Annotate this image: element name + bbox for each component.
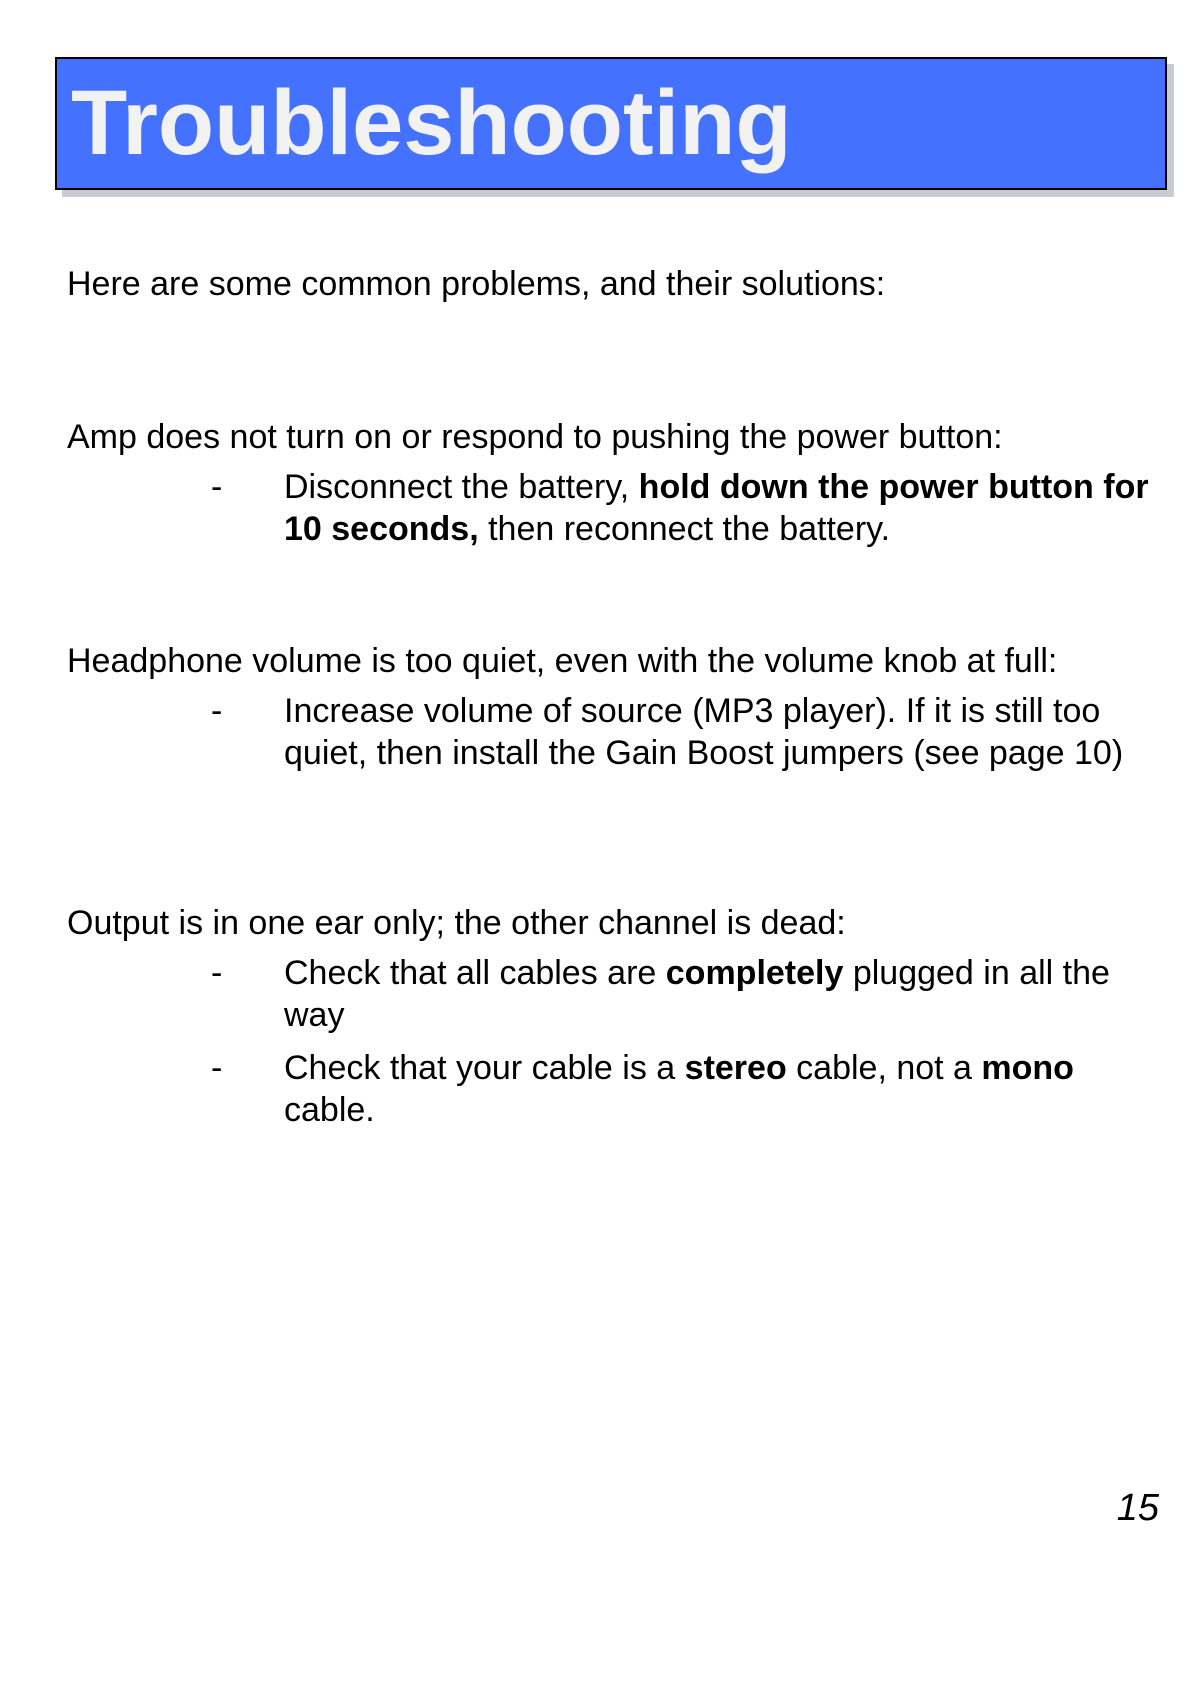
intro-text: Here are some common problems, and their solutions: <box>67 265 886 303</box>
text-segment: Increase volume of source (MP3 player). If it is still too quiet, then install the Gain Boost jumpers (see page 10) <box>284 692 1124 772</box>
text-segment: Check that your cable is a <box>284 1049 685 1087</box>
problem-title: Headphone volume is too quiet, even with the volume knob at full: <box>67 642 1058 680</box>
bold-segment: mono <box>981 1049 1074 1087</box>
text-segment: cable, not a <box>786 1049 982 1087</box>
problem-section <box>67 640 1157 785</box>
solution-item <box>67 952 1157 1036</box>
problem-title: Output is in one ear only; the other channel is dead: <box>67 904 846 942</box>
page-title: Troubleshooting <box>71 72 792 174</box>
solution-text <box>284 954 1110 1034</box>
text-segment: then reconnect the battery. <box>478 510 891 548</box>
solution-text <box>284 1049 1074 1129</box>
solution-text <box>284 692 1123 772</box>
solution-list <box>67 466 1157 550</box>
title-banner <box>55 57 1167 190</box>
problem-section <box>67 902 1157 1142</box>
solution-list <box>67 952 1157 1131</box>
bullet-dash: - <box>211 468 223 506</box>
text-segment: cable. <box>284 1091 375 1129</box>
bullet-dash: - <box>211 692 223 730</box>
solution-item <box>67 466 1157 550</box>
solution-item <box>67 1047 1157 1131</box>
problem-title: Amp does not turn on or respond to pushing the power button: <box>67 418 1003 456</box>
text-segment: plugged in all the way <box>284 954 1110 1034</box>
solution-text <box>284 468 1149 548</box>
text-segment: Disconnect the battery, <box>284 468 639 506</box>
solution-item <box>67 690 1157 774</box>
bullet-dash: - <box>211 1049 223 1087</box>
bold-segment: stereo <box>684 1049 787 1087</box>
text-segment: Check that all cables are <box>284 954 666 992</box>
solution-list <box>67 690 1157 774</box>
page-number: 15 <box>1116 1487 1159 1529</box>
bullet-dash: - <box>211 954 223 992</box>
bold-segment: hold down the power button for 10 seconds, <box>284 468 1149 548</box>
problem-section <box>67 416 1157 561</box>
bold-segment: completely <box>665 954 844 992</box>
